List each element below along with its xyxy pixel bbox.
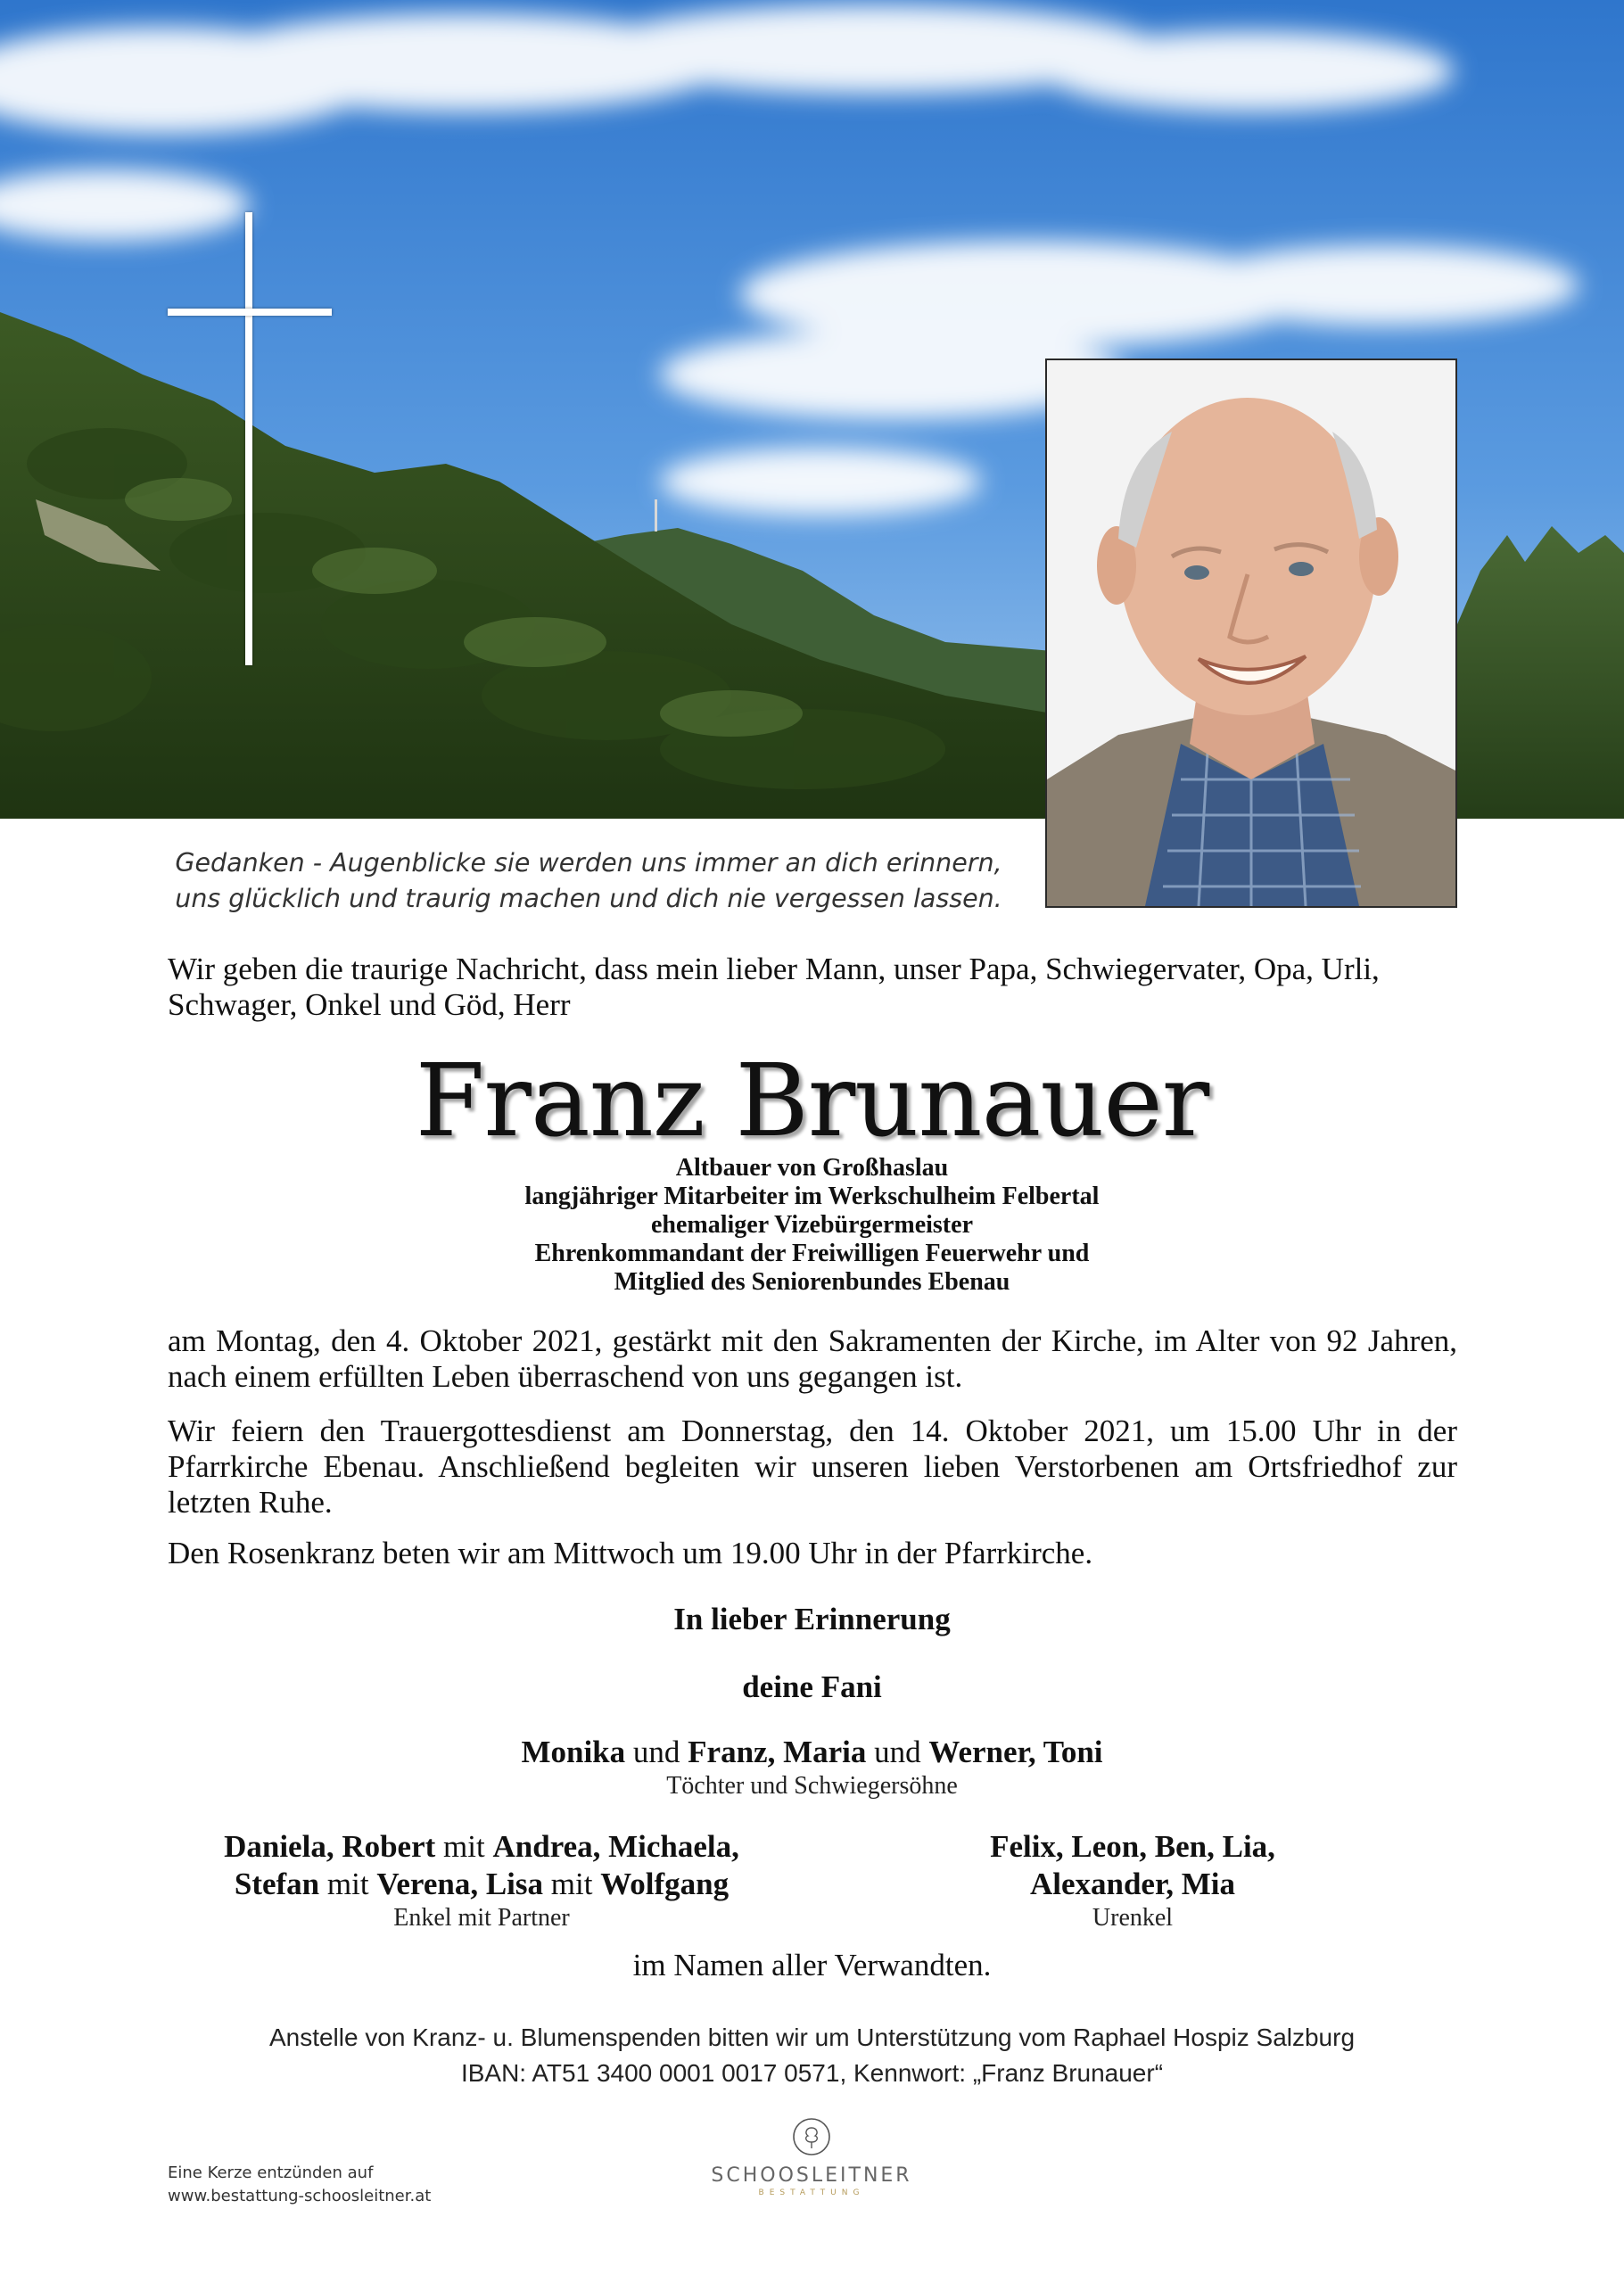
grandchildren-label: Enkel mit Partner — [393, 1904, 570, 1932]
child-name: Werner, Toni — [928, 1735, 1103, 1769]
connector-word: mit — [326, 1867, 369, 1901]
memorial-quote — [143, 845, 1035, 917]
title-line: Altbauer von Großhaslau — [675, 1154, 949, 1182]
child-name: Franz, Maria — [688, 1735, 867, 1769]
brand-name: SCHOOSLEITNER — [711, 2164, 912, 2187]
great-grandchildren-line: Alexander, Mia — [1029, 1867, 1236, 1901]
child-name: Monika — [521, 1735, 626, 1769]
title-line: ehemaliger Vizebürgermeister — [650, 1211, 973, 1239]
website-link[interactable]: www.bestattung-schoosleitner.at — [168, 2187, 432, 2205]
children-names — [0, 1734, 1624, 1771]
grandchildren-line — [143, 1866, 820, 1903]
quote-line: Gedanken - Augenblicke sie werden uns immer an dich erinnern, — [175, 848, 1002, 878]
candle-link-block — [168, 2162, 431, 2208]
funeral-text: Wir feiern den Trauergottesdienst am Donnerstag, den 14. Oktober 2021, um 15.00 Uhr in der Pfarrkirche Ebenau. Anschließend begleiten wir unseren lieben Verstorbenen am Ortsfriedhof zur letzten Ruhe. — [168, 1413, 1457, 1520]
great-grandchildren-line: Felix, Leon, Ben, Lia, — [990, 1829, 1275, 1864]
children-block — [0, 1734, 1624, 1801]
grandchildren-line — [143, 1828, 820, 1866]
donation-line: IBAN: AT51 3400 0001 0017 0571, Kennwort: „Franz Brunauer“ — [460, 2059, 1164, 2087]
rosary-text: Den Rosenkranz beten wir am Mittwoch um 19.00 Uhr in der Pfarrkirche. — [168, 1536, 1093, 1570]
donation-notice — [0, 2020, 1624, 2091]
connector-word: mit — [443, 1829, 485, 1864]
grandchild-name: Stefan — [234, 1867, 320, 1901]
title-line: Ehrenkommandant der Freiwilligen Feuerwehr und — [534, 1240, 1090, 1267]
deceased-name: Franz Brunauer — [415, 1043, 1209, 1159]
cross-icon — [168, 212, 332, 665]
deceased-titles — [0, 1154, 1624, 1297]
wife-name: deine Fani — [742, 1669, 882, 1704]
intro-text: Wir geben die traurige Nachricht, dass mein lieber Mann, unser Papa, Schwiegervater, Opa, Urli, Schwager, Onkel und Göd, Herr — [168, 952, 1380, 1022]
great-grandchildren-label: Urenkel — [1092, 1904, 1174, 1932]
grandchild-name: Andrea, Michaela, — [492, 1829, 739, 1864]
closing-line: im Namen aller Verwandten. — [632, 1948, 992, 1982]
rose-icon — [792, 2117, 831, 2156]
children-label: Töchter und Schwiegersöhne — [666, 1772, 958, 1800]
candle-text: Eine Kerze entzünden auf — [168, 2163, 374, 2182]
great-grandchildren-block — [865, 1828, 1400, 1933]
remembrance-heading: In lieber Erinnerung — [673, 1602, 951, 1636]
grandchild-name: Wolfgang — [600, 1867, 730, 1901]
donation-line: Anstelle von Kranz- u. Blumenspenden bitten wir um Unterstützung vom Raphael Hospiz Salzburg — [268, 2023, 1356, 2051]
title-line: langjähriger Mitarbeiter im Werkschulheim Felbertal — [524, 1183, 1100, 1210]
brand-subtitle: BESTATTUNG — [758, 2188, 865, 2197]
portrait-photo — [1045, 359, 1457, 908]
quote-line: uns glücklich und traurig machen und dich nie vergessen lassen. — [175, 884, 1002, 913]
grandchild-name: Daniela, Robert — [224, 1829, 436, 1864]
connector-word: und — [874, 1735, 921, 1769]
funeral-home-logo — [678, 2117, 945, 2197]
grandchild-name: Verena, Lisa — [376, 1867, 544, 1901]
connector-word: und — [632, 1735, 680, 1769]
death-notice-text: am Montag, den 4. Oktober 2021, gestärkt mit den Sakramenten der Kirche, im Alter von 92 Jahren, nach einem erfüllten Leben überraschend von uns gegangen ist. — [168, 1323, 1457, 1394]
grandchildren-block — [143, 1828, 820, 1933]
connector-word: mit — [550, 1867, 593, 1901]
title-line: Mitglied des Seniorenbundes Ebenau — [614, 1268, 1010, 1296]
